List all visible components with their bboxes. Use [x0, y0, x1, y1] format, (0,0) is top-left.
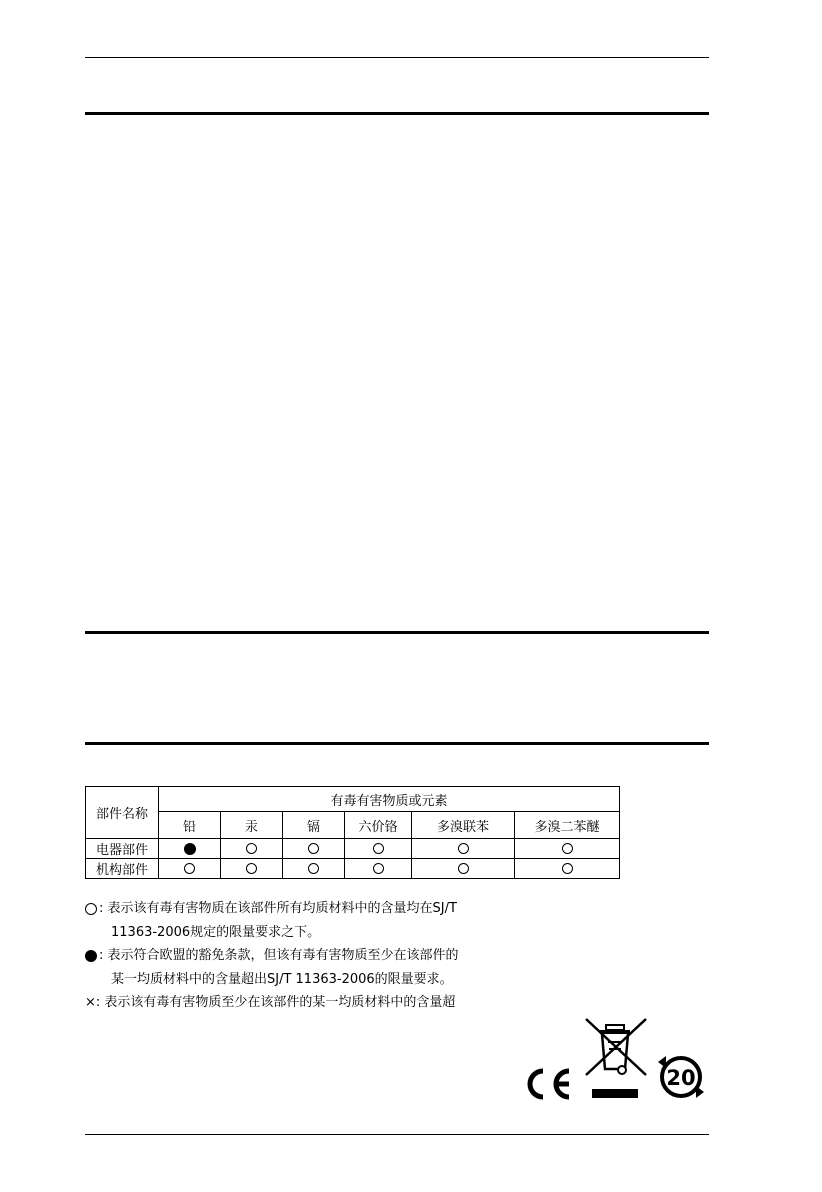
empty-circle-icon [373, 863, 384, 874]
empty-circle-icon [308, 843, 319, 854]
empty-circle-icon [246, 843, 257, 854]
section-rule-3 [85, 742, 709, 745]
mark-cell [412, 859, 515, 879]
header-rule [85, 57, 709, 58]
legend-notes [85, 897, 459, 1015]
footer-rule [85, 1134, 709, 1135]
mark-cell [221, 839, 283, 859]
part-name-header: 部件名称 [86, 787, 159, 839]
mark-cell [283, 859, 345, 879]
substance-mercury: 汞 [221, 812, 283, 839]
note-circle-cont: 11363-2006规定的限量要求之下。 [111, 924, 321, 940]
note-circle: : 表示该有毒有害物质在该部件所有均质材料中的含量均在SJ/T [85, 897, 459, 921]
empty-circle-icon [562, 843, 573, 854]
empty-circle-icon [562, 863, 573, 874]
empty-circle-icon [308, 863, 319, 874]
weee-bin-icon [584, 1017, 648, 1099]
empty-circle-icon [246, 863, 257, 874]
row-label: 电器部件 [86, 839, 159, 859]
substance-pbb: 多溴联苯 [412, 812, 515, 839]
ce-mark-icon [519, 1066, 573, 1102]
empty-circle-icon [184, 863, 195, 874]
mark-cell [345, 859, 412, 879]
filled-circle-icon [85, 944, 99, 968]
substance-cadmium: 镉 [283, 812, 345, 839]
mark-cell [515, 859, 620, 879]
mark-cell [515, 839, 620, 859]
empty-circle-icon [85, 897, 99, 921]
mark-cell [221, 859, 283, 879]
substance-pbde: 多溴二苯醚 [515, 812, 620, 839]
table-row [86, 859, 620, 879]
note-cross: ×: 表示该有毒有害物质至少在该部件的某一均质材料中的含量超 [85, 995, 456, 1010]
section-rule-2 [85, 631, 709, 634]
substance-chromium: 六价铬 [345, 812, 412, 839]
empty-circle-icon [373, 843, 384, 854]
efup-20-icon [654, 1052, 708, 1102]
empty-circle-icon [458, 863, 469, 874]
substances-group-header: 有毒有害物质或元素 [159, 787, 620, 812]
mark-cell [159, 859, 221, 879]
cross-icon: × [85, 995, 96, 1010]
mark-cell [283, 839, 345, 859]
mark-cell [412, 839, 515, 859]
note-dot-cont: 某一均质材料中的含量超出SJ/T 11363-2006的限量要求。 [111, 971, 453, 987]
mark-cell [345, 839, 412, 859]
hazardous-substances-table [85, 786, 620, 879]
substance-lead: 铅 [159, 812, 221, 839]
row-label: 机构部件 [86, 859, 159, 879]
note-dot: : 表示符合欧盟的豁免条款，但该有毒有害物质至少在该部件的 [85, 944, 459, 968]
table-row [86, 839, 620, 859]
section-rule-1 [85, 112, 709, 115]
empty-circle-icon [458, 843, 469, 854]
filled-circle-icon [184, 843, 196, 855]
mark-cell [159, 839, 221, 859]
efup-number: 20 [666, 1066, 696, 1090]
